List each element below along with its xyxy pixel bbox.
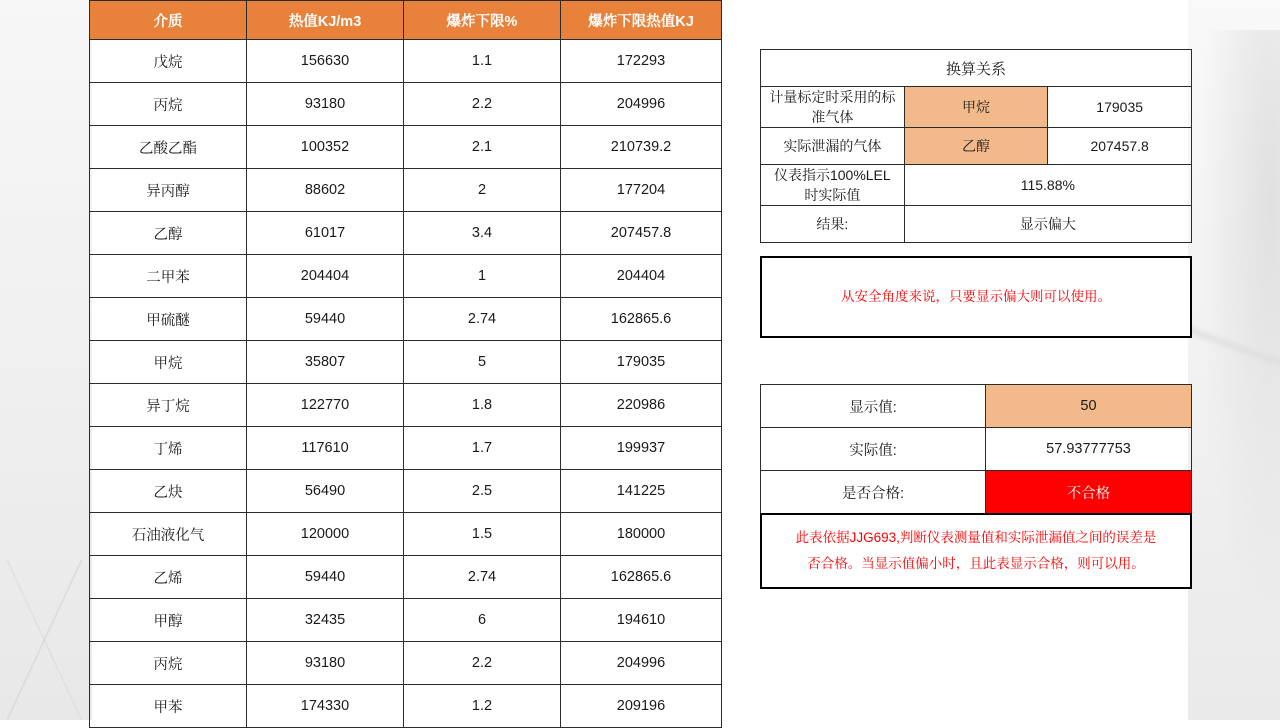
cell-lel-heat-value: 172293 bbox=[561, 40, 722, 83]
background-right-panel bbox=[1188, 0, 1280, 720]
conversion-row-leak-gas bbox=[761, 128, 1192, 165]
medium-heat-value-table bbox=[89, 0, 722, 728]
cell-medium: 乙酸乙酯 bbox=[90, 126, 247, 169]
conversion-relation-panel bbox=[760, 49, 1192, 243]
conversion-row-standard-gas bbox=[761, 87, 1192, 128]
cell-lel-heat-value: 204996 bbox=[561, 642, 722, 685]
column-header-medium: 介质 bbox=[90, 1, 247, 40]
cell-heat-value: 61017 bbox=[247, 212, 404, 255]
result-row-actual bbox=[761, 428, 1192, 471]
indication-label: 仪表指示100%LEL时实际值 bbox=[761, 165, 905, 206]
cell-medium: 丙烷 bbox=[90, 642, 247, 685]
standard-note-line-2: 否合格。当显示值偏小时，且此表显示合格，则可以用。 bbox=[807, 556, 1145, 571]
cell-medium: 石油液化气 bbox=[90, 513, 247, 556]
leak-gas-name[interactable]: 乙醇 bbox=[904, 128, 1048, 165]
indication-value: 115.88% bbox=[904, 165, 1191, 206]
table-row bbox=[90, 298, 722, 341]
leak-gas-value: 207457.8 bbox=[1048, 128, 1192, 165]
table-row bbox=[90, 341, 722, 384]
cell-lel: 1.7 bbox=[404, 427, 561, 470]
cell-medium: 丙烷 bbox=[90, 83, 247, 126]
cell-lel: 1.5 bbox=[404, 513, 561, 556]
actual-value-label: 实际值: bbox=[761, 428, 986, 471]
cell-lel-heat-value: 179035 bbox=[561, 341, 722, 384]
table-row bbox=[90, 83, 722, 126]
pass-label: 是否合格: bbox=[761, 471, 986, 514]
cell-medium: 乙炔 bbox=[90, 470, 247, 513]
actual-value: 57.93777753 bbox=[986, 428, 1192, 471]
display-value-label: 显示值: bbox=[761, 385, 986, 428]
measurement-result-panel bbox=[760, 384, 1192, 514]
safety-note-box bbox=[760, 256, 1192, 338]
table-row bbox=[90, 556, 722, 599]
standard-gas-name[interactable]: 甲烷 bbox=[904, 87, 1048, 128]
cell-heat-value: 117610 bbox=[247, 427, 404, 470]
table-row bbox=[90, 255, 722, 298]
cell-medium: 乙醇 bbox=[90, 212, 247, 255]
cell-heat-value: 32435 bbox=[247, 599, 404, 642]
cell-lel-heat-value: 162865.6 bbox=[561, 556, 722, 599]
result-row-display bbox=[761, 385, 1192, 428]
table-row bbox=[90, 169, 722, 212]
conversion-title: 换算关系 bbox=[761, 50, 1192, 87]
cell-medium: 异丁烷 bbox=[90, 384, 247, 427]
table-row bbox=[90, 384, 722, 427]
cell-lel: 6 bbox=[404, 599, 561, 642]
display-value[interactable]: 50 bbox=[986, 385, 1192, 428]
cell-lel: 2.74 bbox=[404, 298, 561, 341]
leak-gas-label: 实际泄漏的气体 bbox=[761, 128, 905, 165]
table-row bbox=[90, 685, 722, 728]
standard-gas-label: 计量标定时采用的标准气体 bbox=[761, 87, 905, 128]
cell-medium: 二甲苯 bbox=[90, 255, 247, 298]
cell-heat-value: 120000 bbox=[247, 513, 404, 556]
cell-lel: 2 bbox=[404, 169, 561, 212]
status-badge: 不合格 bbox=[986, 471, 1192, 514]
safety-note-text: 从安全角度来说，只要显示偏大则可以使用。 bbox=[841, 289, 1111, 305]
cell-heat-value: 56490 bbox=[247, 470, 404, 513]
cell-heat-value: 156630 bbox=[247, 40, 404, 83]
cell-heat-value: 93180 bbox=[247, 642, 404, 685]
table-row bbox=[90, 642, 722, 685]
cell-medium: 甲烷 bbox=[90, 341, 247, 384]
conversion-title-row bbox=[761, 50, 1192, 87]
cell-heat-value: 174330 bbox=[247, 685, 404, 728]
cell-lel: 5 bbox=[404, 341, 561, 384]
table-row bbox=[90, 470, 722, 513]
conversion-result-label: 结果: bbox=[761, 206, 905, 243]
cell-lel-heat-value: 210739.2 bbox=[561, 126, 722, 169]
column-header-heat-value: 热值KJ/m3 bbox=[247, 1, 404, 40]
cell-medium: 甲醇 bbox=[90, 599, 247, 642]
conversion-row-indication bbox=[761, 165, 1192, 206]
background-left-panel bbox=[0, 0, 92, 720]
cell-medium: 乙烯 bbox=[90, 556, 247, 599]
cell-heat-value: 204404 bbox=[247, 255, 404, 298]
cell-lel: 1.8 bbox=[404, 384, 561, 427]
column-header-lel: 爆炸下限% bbox=[404, 1, 561, 40]
cell-lel: 1 bbox=[404, 255, 561, 298]
cell-lel-heat-value: 194610 bbox=[561, 599, 722, 642]
standard-note-box bbox=[760, 513, 1192, 589]
result-row-pass bbox=[761, 471, 1192, 514]
cell-heat-value: 88602 bbox=[247, 169, 404, 212]
cell-lel-heat-value: 199937 bbox=[561, 427, 722, 470]
cell-heat-value: 59440 bbox=[247, 298, 404, 341]
cell-medium: 甲苯 bbox=[90, 685, 247, 728]
conversion-result-value: 显示偏大 bbox=[904, 206, 1191, 243]
cell-lel: 2.2 bbox=[404, 83, 561, 126]
table-row bbox=[90, 599, 722, 642]
table-header-row bbox=[90, 1, 722, 40]
cell-heat-value: 35807 bbox=[247, 341, 404, 384]
conversion-row-result bbox=[761, 206, 1192, 243]
table-row bbox=[90, 126, 722, 169]
cell-heat-value: 122770 bbox=[247, 384, 404, 427]
table-body bbox=[90, 40, 722, 728]
cell-lel-heat-value: 220986 bbox=[561, 384, 722, 427]
column-header-lel-heat-value: 爆炸下限热值KJ bbox=[561, 1, 722, 40]
cell-medium: 戊烷 bbox=[90, 40, 247, 83]
table-row bbox=[90, 513, 722, 556]
cell-lel-heat-value: 204404 bbox=[561, 255, 722, 298]
cell-lel: 3.4 bbox=[404, 212, 561, 255]
cell-lel: 2.74 bbox=[404, 556, 561, 599]
cell-lel-heat-value: 207457.8 bbox=[561, 212, 722, 255]
cell-lel-heat-value: 177204 bbox=[561, 169, 722, 212]
cell-medium: 异丙醇 bbox=[90, 169, 247, 212]
cell-lel-heat-value: 180000 bbox=[561, 513, 722, 556]
cell-lel-heat-value: 162865.6 bbox=[561, 298, 722, 341]
cell-lel: 1.2 bbox=[404, 685, 561, 728]
cell-heat-value: 93180 bbox=[247, 83, 404, 126]
table-row bbox=[90, 427, 722, 470]
cell-lel: 1.1 bbox=[404, 40, 561, 83]
cell-lel-heat-value: 141225 bbox=[561, 470, 722, 513]
cell-medium: 丁烯 bbox=[90, 427, 247, 470]
cell-heat-value: 100352 bbox=[247, 126, 404, 169]
standard-gas-value: 179035 bbox=[1048, 87, 1192, 128]
standard-note-text bbox=[796, 525, 1157, 576]
cell-lel: 2.5 bbox=[404, 470, 561, 513]
table-row bbox=[90, 40, 722, 83]
cell-lel-heat-value: 204996 bbox=[561, 83, 722, 126]
cell-medium: 甲硫醚 bbox=[90, 298, 247, 341]
cell-lel-heat-value: 209196 bbox=[561, 685, 722, 728]
cell-lel: 2.2 bbox=[404, 642, 561, 685]
table-row bbox=[90, 212, 722, 255]
standard-note-line-1: 此表依据JJG693,判断仪表测量值和实际泄漏值之间的误差是 bbox=[795, 530, 1157, 546]
cell-lel: 2.1 bbox=[404, 126, 561, 169]
cell-heat-value: 59440 bbox=[247, 556, 404, 599]
